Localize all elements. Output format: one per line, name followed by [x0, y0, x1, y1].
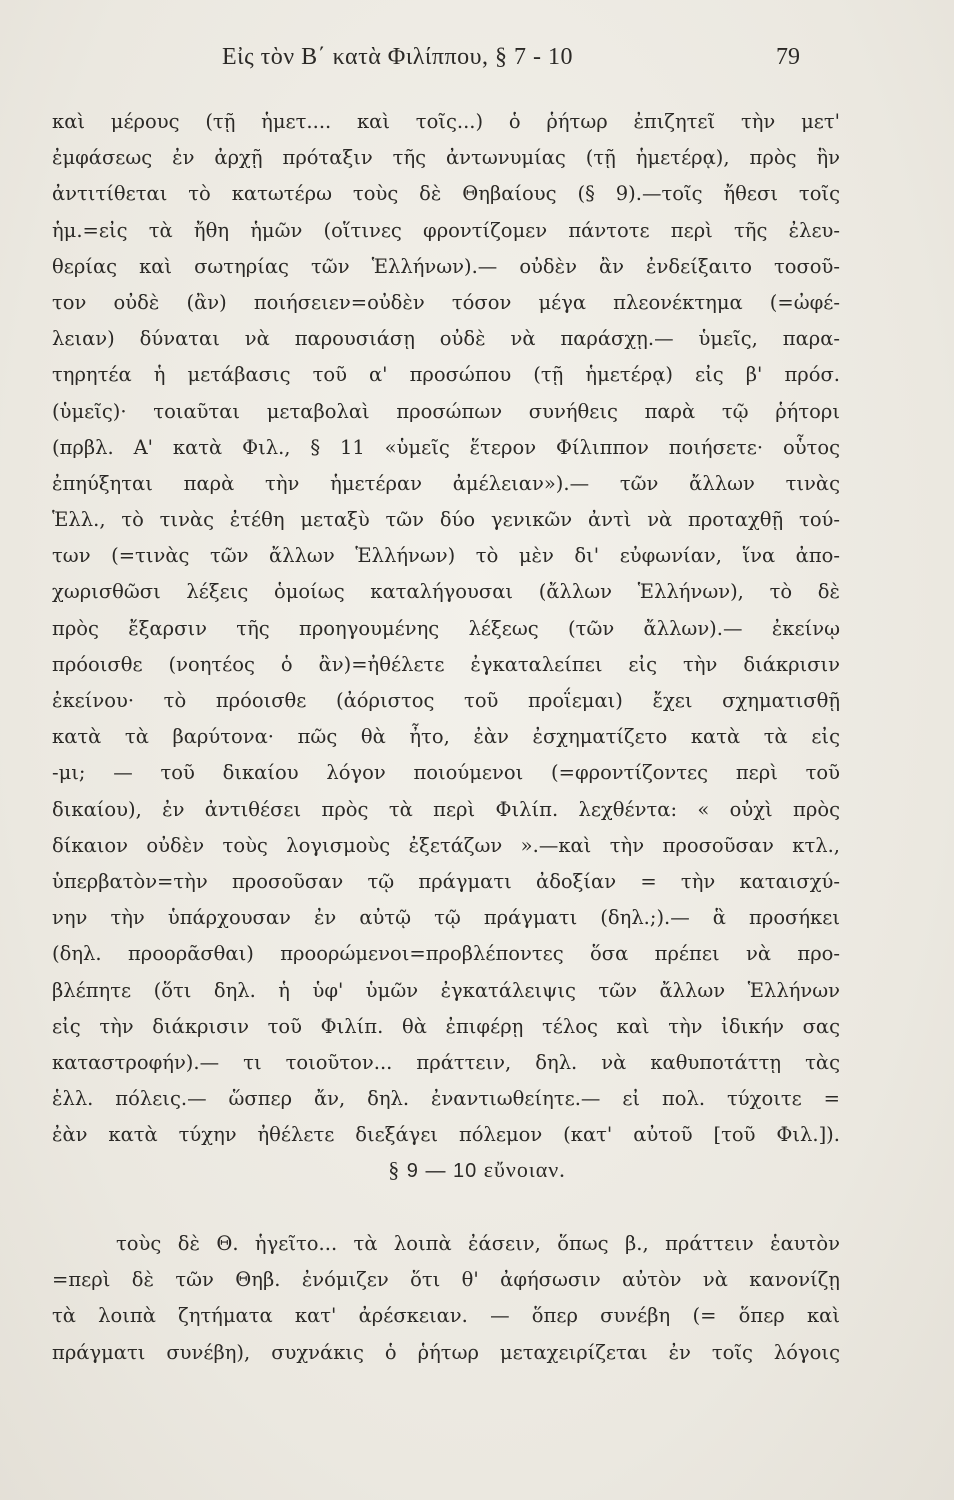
text-line: κατὰ τὰ βαρύτονα· πῶς θὰ ἦτο, ἐὰν ἐσχηματίζετο κατὰ τὰ εἰς — [52, 725, 840, 749]
text-line: νην τὴν ὑπάρχουσαν ἐν αὐτῷ τῷ πράγματι (δηλ.;).— ἃ προσήκει — [52, 906, 840, 930]
section-lemma: εὔνοιαν. — [483, 1157, 566, 1182]
text-line: ἡμ.=εἰς τὰ ἤθη ἡμῶν (οἵτινες φροντίζομεν πάντοτε περὶ τῆς ἐλευ- — [52, 218, 840, 242]
text-line: ἐπηύξηται παρὰ τὴν ἡμετέραν ἀμέλειαν»).— τῶν ἄλλων τινὰς — [52, 471, 840, 495]
commentary-paragraph-2 — [52, 1226, 840, 1371]
running-title: Εἰς τὸν Β΄ κατὰ Φιλίππου, § 7 - 10 — [222, 44, 573, 70]
text-line: δικαίου), ἐν ἀντιθέσει πρὸς τὰ περὶ Φιλίπ. λεχθέντα: « οὐχὶ πρὸς — [52, 797, 840, 821]
text-line: Ἑλλ., τὸ τινὰς ἐτέθη μεταξὺ τῶν δύο γενικῶν ἀντὶ νὰ προταχθῇ τού- — [52, 508, 840, 532]
text-line: ἐκείνου· τὸ πρόοισθε (ἀόριστος τοῦ προΐεμαι) ἔχει σχηματισθῇ — [52, 689, 840, 712]
text-line: θερίας καὶ σωτηρίας τῶν Ἑλλήνων).— οὐδὲν ἂν ἐνδείξαιτο τοσοῦ- — [52, 254, 840, 278]
text-line: καταστροφήν).— τι τοιοῦτον... πράττειν, δηλ. νὰ καθυποτάττῃ τὰς — [52, 1050, 840, 1074]
text-line: πρόοισθε (νοητέος ὁ ἂν)=ἠθέλετε ἐγκαταλείπει εἰς τὴν διάκρισιν — [52, 652, 840, 676]
text-line: ἑλλ. πόλεις.— ὥσπερ ἄν, δηλ. ἐναντιωθείητε.— εἰ πολ. τύχοιτε = — [52, 1087, 840, 1111]
commentary-paragraph-1 — [52, 104, 840, 1153]
section-range: 9 — 10 — [406, 1160, 478, 1182]
running-head — [0, 44, 954, 84]
text-line: πράγματι συνέβη), συχνάκις ὁ ῥήτωρ μεταχειρίζεται ἐν τοῖς λόγοις — [52, 1340, 840, 1364]
text-line: ἐὰν κατὰ τύχην ἠθέλετε διεξάγει πόλεμον (κατ' αὐτοῦ [τοῦ Φιλ.]). — [52, 1123, 840, 1147]
text-line: καὶ μέρους (τῇ ἡμετ.... καὶ τοῖς...) ὁ ῥήτωρ ἐπιζητεῖ τὴν μετ' — [52, 110, 840, 133]
section-sign: § — [388, 1157, 401, 1182]
text-line: τον οὐδὲ (ἂν) ποιήσειεν=οὐδὲν τόσον μέγα πλεονέκτημα (=ὠφέ- — [52, 290, 840, 314]
page-number: 79 — [776, 44, 800, 70]
text-line: βλέπητε (ὅτι δηλ. ἡ ὑφ' ὑμῶν ἐγκατάλειψις τῶν ἄλλων Ἑλλήνων — [52, 978, 840, 1002]
section-heading — [0, 1157, 954, 1183]
text-line: χωρισθῶσι λέξεις ὁμοίως καταλήγουσαι (ἄλλων Ἑλλήνων), τὸ δὲ — [52, 580, 840, 604]
text-line: πρὸς ἔξαρσιν τῆς προηγουμένης λέξεως (τῶν ἄλλων).— ἐκείνῳ — [52, 616, 840, 640]
text-line: τηρητέα ἡ μετάβασις τοῦ α' προσώπου (τῇ ἡμετέρᾳ) εἰς β' πρόσ. — [52, 363, 840, 387]
text-line: δίκαιον οὐδὲν τοὺς λογισμοὺς ἐξετάζων ».—καὶ τὴν προσοῦσαν κτλ., — [52, 833, 840, 857]
text-line: λειαν) δύναται νὰ παρουσιάσῃ οὐδὲ νὰ παράσχῃ.— ὑμεῖς, παρα- — [52, 327, 840, 351]
text-line: (ὑμεῖς)· τοιαῦται μεταβολαὶ προσώπων συνήθεις παρὰ τῷ ῥήτορι — [52, 399, 840, 423]
text-line: =περὶ δὲ τῶν Θηβ. ἐνόμιζεν ὅτι θ' ἀφήσωσιν αὐτὸν νὰ κανονίζῃ — [52, 1268, 840, 1292]
text-line: τὰ λοιπὰ ζητήματα κατ' ἀρέσκειαν. — ὅπερ συνέβη (= ὅπερ καὶ — [52, 1304, 840, 1328]
text-line: ἐμφάσεως ἐν ἀρχῇ πρόταξιν τῆς ἀντωνυμίας (τῇ ἡμετέρᾳ), πρὸς ἣν — [52, 146, 840, 170]
text-line: (πρβλ. Α' κατὰ Φιλ., § 11 «ὑμεῖς ἕτερον Φίλιππον ποιήσετε· οὗτος — [52, 435, 840, 459]
text-line: τοὺς δὲ Θ. ἡγεῖτο... τὰ λοιπὰ ἐάσειν, ὅπως β., πράττειν ἑαυτὸν — [116, 1232, 840, 1255]
text-line: -μι; — τοῦ δικαίου λόγον ποιούμενοι (=φροντίζοντες περὶ τοῦ — [52, 761, 840, 785]
text-line: (δηλ. προορᾶσθαι) προορώμενοι=προβλέποντες ὅσα πρέπει νὰ προ- — [52, 942, 840, 966]
text-line: ἀντιτίθεται τὸ κατωτέρω τοὺς δὲ Θηβαίους (§ 9).—τοῖς ἤθεσι τοῖς — [52, 182, 840, 206]
text-line: των (=τινὰς τῶν ἄλλων Ἑλλήνων) τὸ μὲν δι' εὐφωνίαν, ἵνα ἀπο- — [52, 544, 840, 568]
text-line: ὑπερβατὸν=τὴν προσοῦσαν τῷ πράγματι ἀδοξίαν = τὴν καταισχύ- — [52, 869, 840, 893]
text-line: εἰς τὴν διάκρισιν τοῦ Φιλίπ. θὰ ἐπιφέρῃ τέλος καὶ τὴν ἰδικήν σας — [52, 1014, 840, 1038]
